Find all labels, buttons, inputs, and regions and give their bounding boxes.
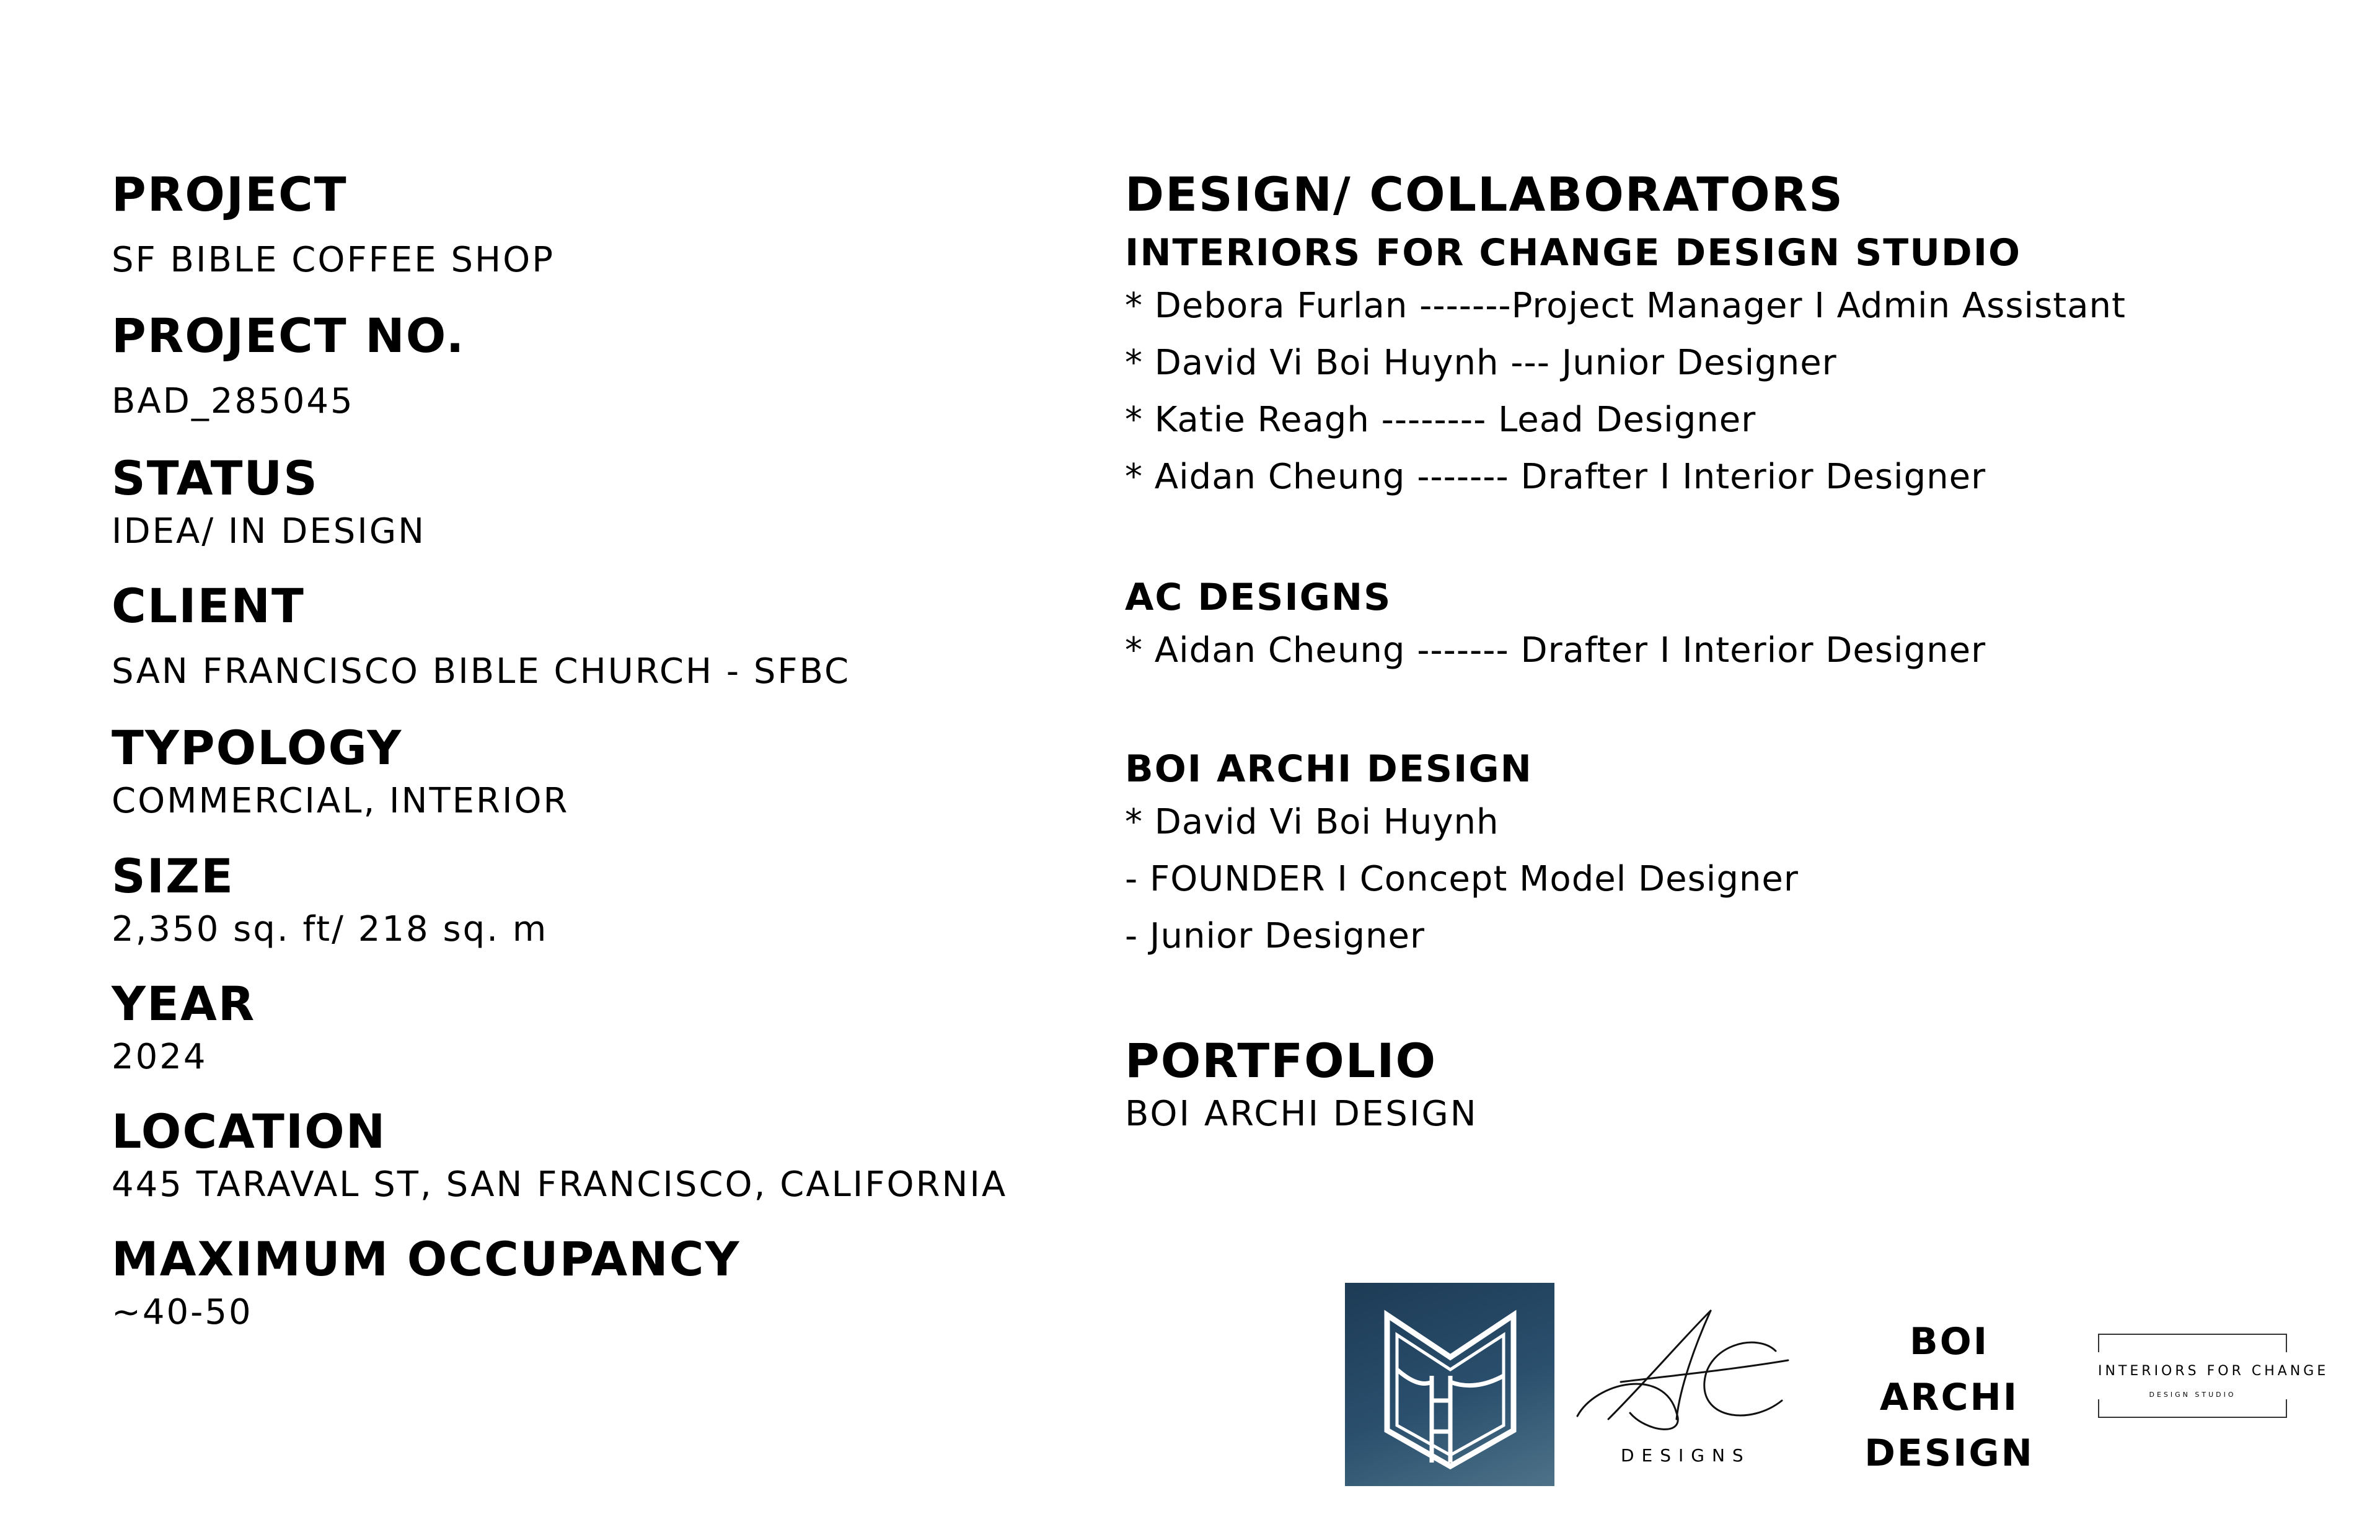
- studio-block-ifc: [1125, 228, 2126, 506]
- member-line: - Junior Designer: [1125, 916, 1425, 956]
- client-label: CLIENT: [112, 578, 305, 633]
- location-field: [112, 1103, 1007, 1210]
- studio-name: AC DESIGNS: [1125, 576, 1392, 619]
- status-value: IDEA/ IN DESIGN: [112, 511, 426, 552]
- portfolio-block: [1125, 1032, 1478, 1139]
- portfolio-value: BOI ARCHI DESIGN: [1125, 1094, 1478, 1134]
- studio-name: INTERIORS FOR CHANGE DESIGN STUDIO: [1125, 231, 2022, 275]
- ac-logo-text: DESIGNS: [1621, 1445, 1751, 1466]
- studio-block-ac: [1125, 573, 1986, 679]
- frame-corner: [2286, 1334, 2287, 1352]
- year-field: [112, 975, 255, 1082]
- boi-logo-line1: BOI ARCHI: [1879, 1320, 2019, 1419]
- interiors-for-change-logo: [2098, 1334, 2329, 1418]
- member-line: * Debora Furlan -------Project Manager I Admin Assistant: [1125, 286, 2126, 326]
- member-line: * David Vi Boi Huynh --- Junior Designer: [1125, 343, 1837, 383]
- bridge-logo-graphic: [1345, 1283, 1554, 1486]
- occupancy-label: MAXIMUM OCCUPANCY: [112, 1231, 741, 1287]
- client-value: SAN FRANCISCO BIBLE CHURCH - SFBC: [112, 651, 851, 692]
- member-line: * David Vi Boi Huynh: [1125, 802, 1499, 842]
- typology-field: [112, 719, 569, 826]
- typology-label: TYPOLOGY: [112, 720, 403, 775]
- occupancy-field: [112, 1231, 741, 1337]
- location-value: 445 TARAVAL ST, SAN FRANCISCO, CALIFORNIA: [112, 1164, 1008, 1205]
- studio-block-boi: [1125, 744, 1799, 965]
- year-label: YEAR: [112, 976, 256, 1031]
- year-value: 2024: [112, 1037, 208, 1077]
- typology-value: COMMERCIAL, INTERIOR: [112, 781, 570, 821]
- boi-logo-line2: DESIGN: [1864, 1432, 2034, 1475]
- frame-corner: [2098, 1334, 2099, 1352]
- boi-archi-logo: [1835, 1314, 2064, 1481]
- client-field: [112, 578, 850, 697]
- ifc-logo-main: INTERIORS FOR CHANGE: [2098, 1363, 2329, 1379]
- project-field: [112, 166, 555, 285]
- size-field: [112, 848, 548, 954]
- studio-name: BOI ARCHI DESIGN: [1125, 747, 1533, 791]
- member-line: * Aidan Cheung ------- Drafter I Interior Designer: [1125, 457, 1986, 497]
- member-line: - FOUNDER I Concept Model Designer: [1125, 859, 1799, 899]
- status-label: STATUS: [112, 451, 319, 506]
- project-no-field: [112, 307, 465, 426]
- ac-designs-logo: [1571, 1308, 1800, 1475]
- location-label: LOCATION: [112, 1104, 387, 1159]
- size-value: 2,350 sq. ft/ 218 sq. m: [112, 909, 549, 949]
- member-line: * Aidan Cheung ------- Drafter I Interior Designer: [1125, 630, 1986, 671]
- ac-signature-icon: [1571, 1308, 1800, 1444]
- portfolio-heading: PORTFOLIO: [1125, 1033, 1437, 1088]
- golden-gate-bridge-logo-icon: [1345, 1283, 1554, 1486]
- size-label: SIZE: [112, 848, 235, 904]
- status-field: [112, 450, 426, 557]
- project-value: SF BIBLE COFFEE SHOP: [112, 240, 555, 280]
- frame-corner: [2286, 1399, 2287, 1418]
- member-line: * Katie Reagh -------- Lead Designer: [1125, 400, 1756, 440]
- project-no-label: PROJECT NO.: [112, 308, 465, 363]
- project-no-value: BAD_285045: [112, 381, 355, 421]
- logos-row: [1345, 1283, 2329, 1487]
- ifc-logo-sub: DESIGN STUDIO: [2149, 1391, 2236, 1399]
- collaborators-heading: DESIGN/ COLLABORATORS: [1125, 167, 1844, 222]
- project-label: PROJECT: [112, 167, 348, 222]
- frame-corner: [2098, 1399, 2099, 1418]
- occupancy-value: ~40-50: [112, 1292, 253, 1332]
